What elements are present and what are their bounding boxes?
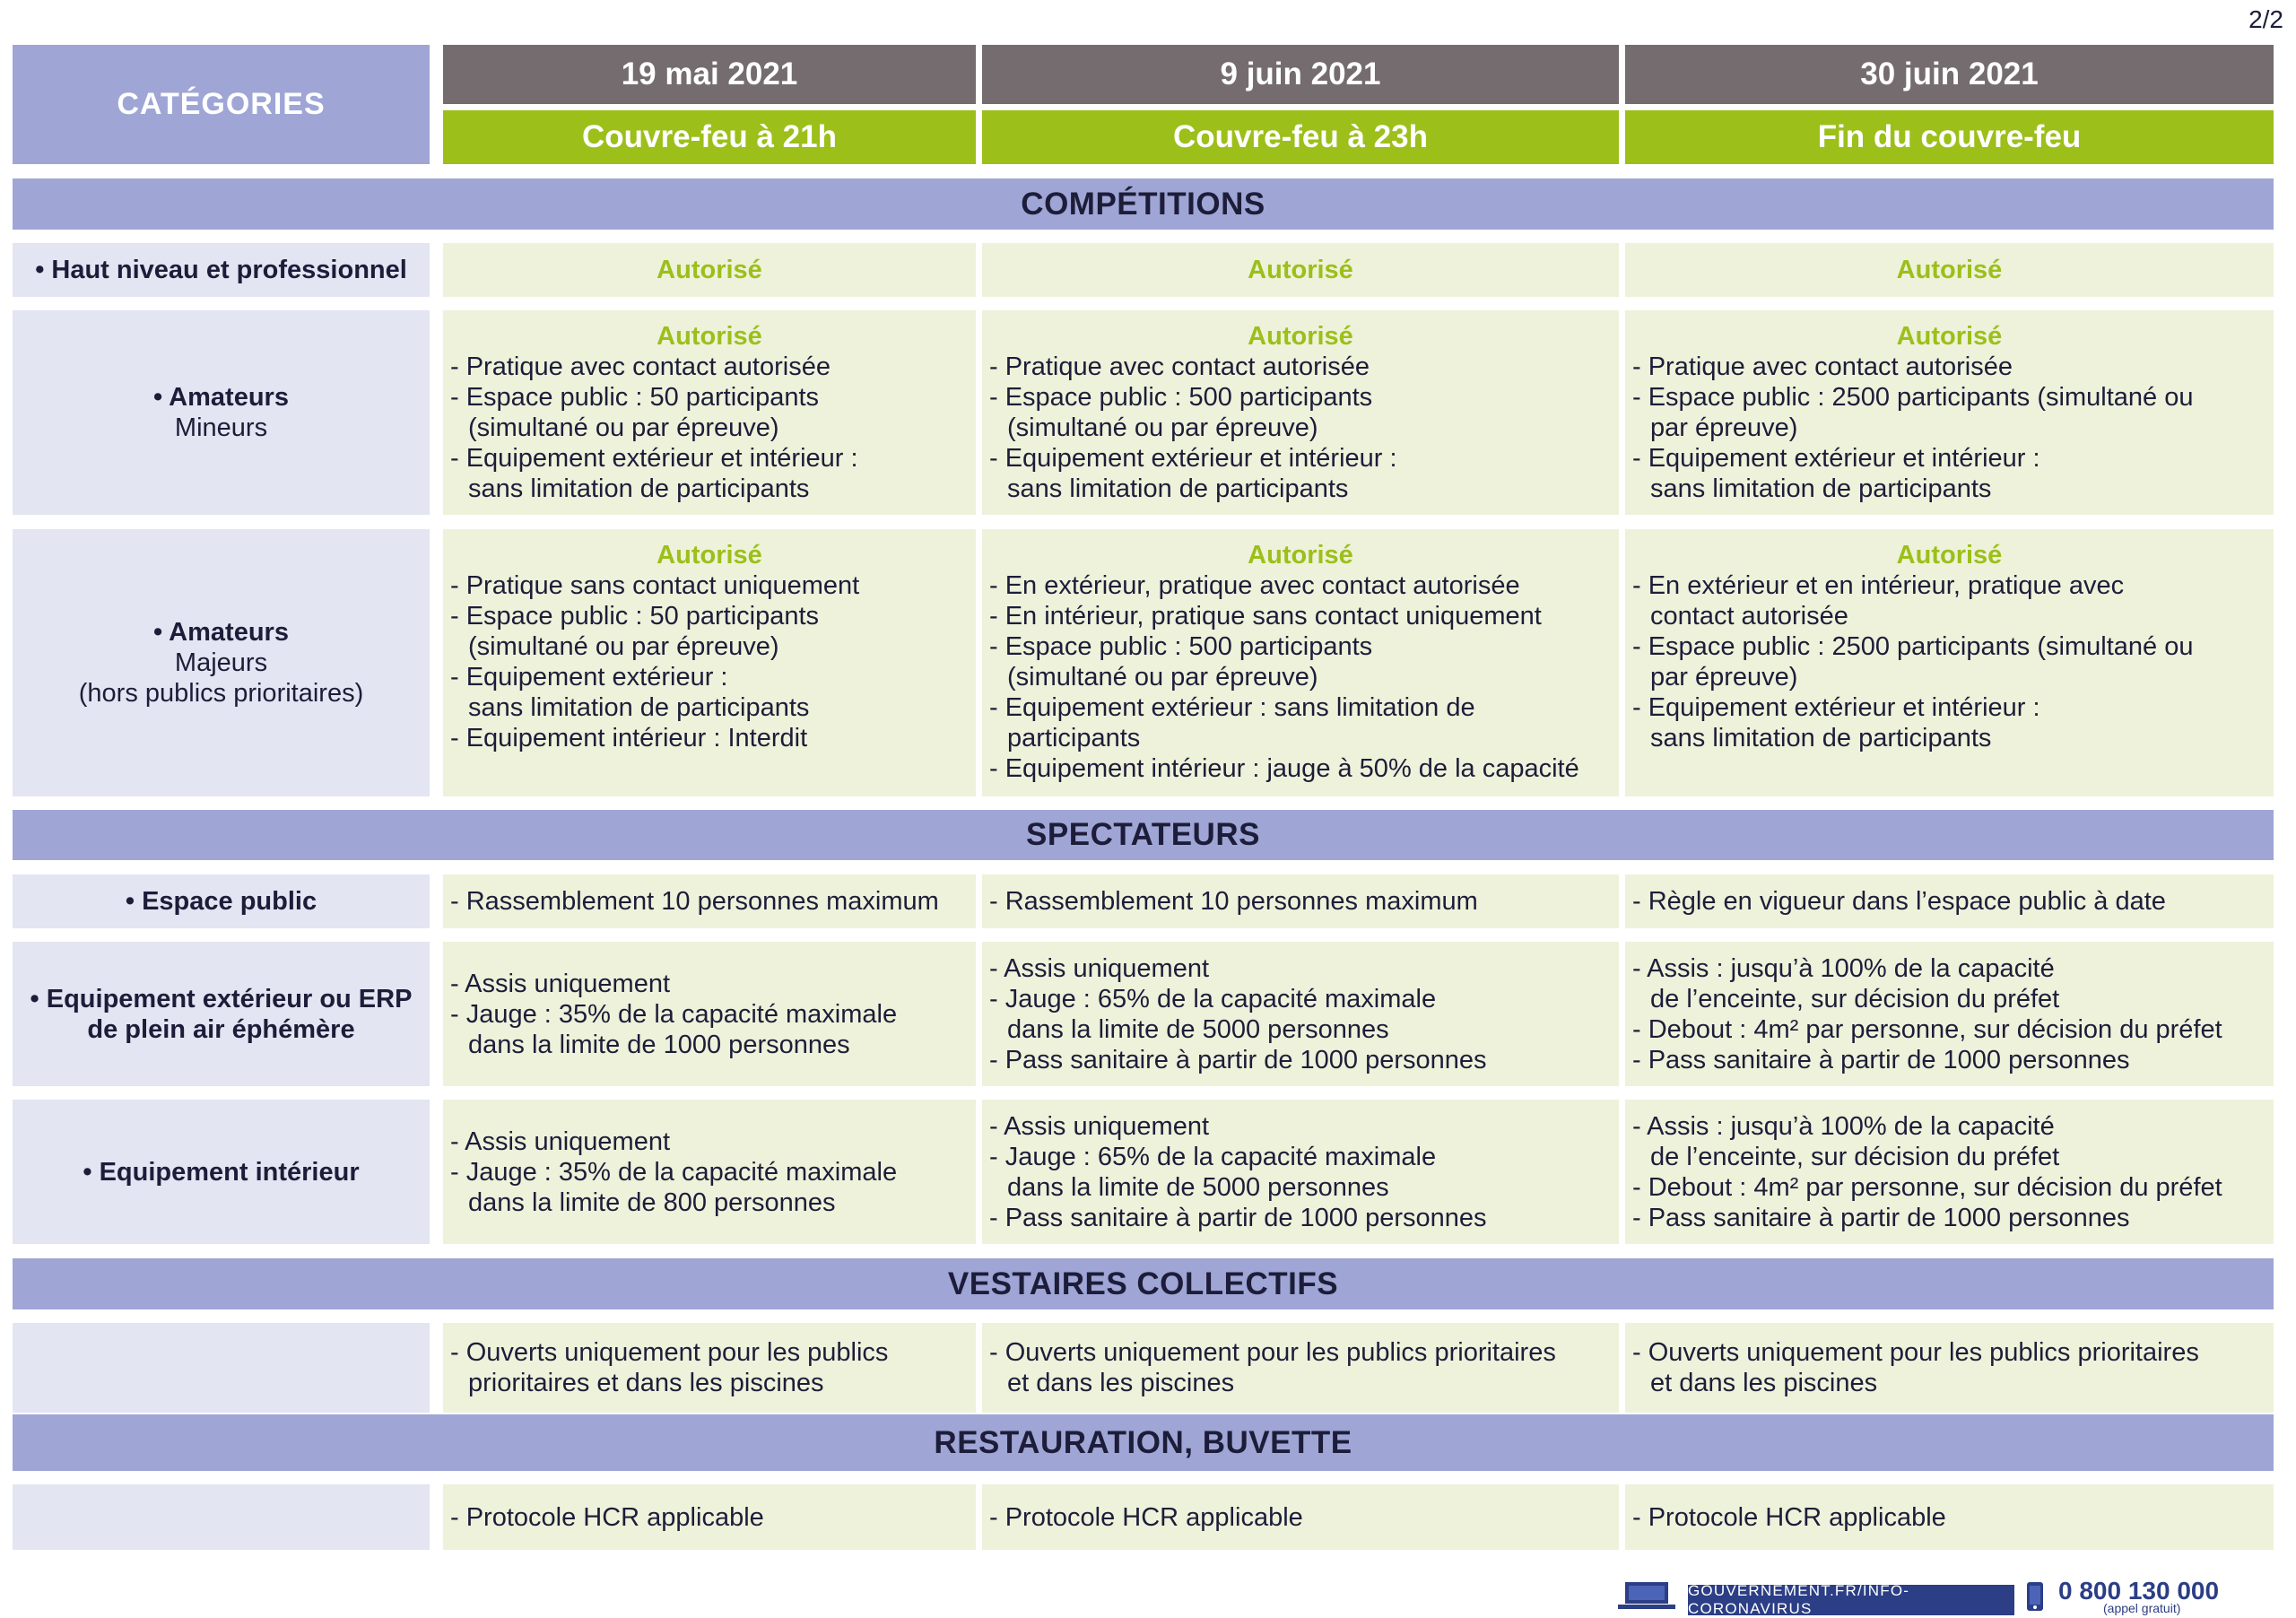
category-amateurs-majeurs [13,529,430,796]
cell-line: - Espace public : 50 participants [450,383,820,412]
category-equipement-interieur [13,1100,430,1244]
cell-line: - Equipement extérieur et intérieur : [989,444,1397,473]
cell-line: (simultané ou par épreuve) [468,632,779,661]
cell-line: - En extérieur et en intérieur, pratique avec [1632,571,2125,600]
cell-restauration-1 [443,1484,976,1550]
cell-line: - Rassemblement 10 personnes maximum [989,887,1478,916]
cell-line: - Pass sanitaire à partir de 1000 personnes [989,1203,1487,1232]
cell-line: sans limitation de participants [468,474,810,503]
cell-line: et dans les piscines [1007,1369,1235,1397]
cell-line: - Protocole HCR applicable [989,1502,1303,1532]
category-equipement-exterieur [13,942,430,1086]
category-vestiaires [13,1323,430,1413]
cell-haut-niveau-1 [443,243,976,297]
categories-header: CATÉGORIES [13,45,430,164]
section-restauration: RESTAURATION, BUVETTE [13,1414,2274,1471]
category-label: • Espace public [125,887,317,916]
cell-line: - Equipement extérieur : sans limitation de [989,693,1475,722]
laptop-icon [1616,1580,1679,1616]
cell-line: sans limitation de participants [1650,724,1992,752]
cell-espace-public-1 [443,874,976,928]
cell-equipement-exterieur-3 [1625,942,2274,1086]
cell-line: - Debout : 4m² par personne, sur décision du préfet [1632,1172,2222,1202]
cell-line: - Pratique avec contact autorisée [989,352,1370,381]
cell-line: - Equipement extérieur et intérieur : [1632,444,2040,473]
status-label: Autorisé [1248,322,1353,351]
curfew-header-3: Fin du couvre-feu [1625,110,2274,164]
cell-line: - Règle en vigueur dans l’espace public à date [1632,887,2166,916]
cell-line: contact autorisée [1650,602,1848,631]
cell-amateurs-mineurs-3 [1625,310,2274,515]
cell-line: - Assis uniquement [989,1111,1210,1141]
date-header-3: 30 juin 2021 [1625,45,2274,104]
cell-line: - Jauge : 35% de la capacité maximale [450,999,898,1029]
cell-line: - Pass sanitaire à partir de 1000 personnes [989,1045,1487,1074]
cell-line: - Assis uniquement [450,969,671,998]
cell-line: - Pratique sans contact uniquement [450,571,860,600]
cell-line: (simultané ou par épreuve) [1007,413,1318,442]
section-spectateurs: SPECTATEURS [13,810,2274,860]
cell-espace-public-2 [982,874,1619,928]
status-label: Autorisé [1248,256,1353,284]
page-number: 2/2 [2248,5,2283,33]
cell-line: - Pass sanitaire à partir de 1000 personnes [1632,1203,2130,1232]
cell-vestiaires-3 [1625,1323,2274,1413]
category-label: • Equipement intérieur [83,1157,360,1187]
cell-line: - Jauge : 35% de la capacité maximale [450,1157,898,1187]
category-label: • Haut niveau et professionnel [35,256,407,284]
category-title: • Amateurs [153,383,289,412]
cell-haut-niveau-2 [982,243,1619,297]
section-competitions: COMPÉTITIONS [13,178,2274,230]
category-subtitle: Majeurs [174,648,268,677]
cell-line: - Ouverts uniquement pour les publics prioritaires [1632,1338,2199,1367]
cell-line: - Assis : jusqu’à 100% de la capacité [1632,953,2055,983]
cell-line: de l’enceinte, sur décision du préfet [1650,1142,2060,1171]
section-vestiaires: VESTAIRES COLLECTIFS [13,1258,2274,1309]
cell-amateurs-mineurs-1 [443,310,976,515]
status-label: Autorisé [1896,322,2003,351]
cell-line: - Pass sanitaire à partir de 1000 personnes [1632,1045,2130,1074]
cell-line: - Jauge : 65% de la capacité maximale [989,984,1437,1013]
cell-vestiaires-1 [443,1323,976,1413]
cell-line: sans limitation de participants [1650,474,1992,503]
cell-haut-niveau-3 [1625,243,2274,297]
mobile-phone-icon [2025,1581,2048,1617]
cell-line: - En extérieur, pratique avec contact autorisée [989,571,1520,600]
cell-line: - Pratique avec contact autorisée [450,352,831,381]
cell-line: (simultané ou par épreuve) [1007,663,1318,692]
cell-line: - Pratique avec contact autorisée [1632,352,2013,381]
cell-line: - Ouverts uniquement pour les publics prioritaires [989,1338,1556,1367]
cell-amateurs-mineurs-2 [982,310,1619,515]
status-label: Autorisé [1896,256,2003,284]
category-restauration [13,1484,430,1550]
date-header-1: 19 mai 2021 [443,45,976,104]
cell-line: par épreuve) [1650,663,1798,692]
category-haut-niveau [13,243,430,297]
cell-line: - Equipement extérieur et intérieur : [1632,693,2040,722]
status-label: Autorisé [657,322,762,351]
category-subtitle: Mineurs [174,413,268,442]
cell-line: participants [1007,724,1141,752]
cell-amateurs-majeurs-2 [982,529,1619,796]
cell-line: sans limitation de participants [1007,474,1349,503]
cell-line: - Espace public : 2500 participants (simultané ou [1632,383,2194,412]
cell-line: - Espace public : 2500 participants (simultané ou [1632,632,2194,661]
cell-line: - Protocole HCR applicable [1632,1502,1946,1532]
phone-note: (appel gratuit) [2103,1601,2181,1615]
cell-line: - Equipement extérieur et intérieur : [450,444,858,473]
status-label: Autorisé [657,256,762,284]
cell-line: sans limitation de participants [468,693,810,722]
curfew-header-2: Couvre-feu à 23h [982,110,1619,164]
category-amateurs-mineurs [13,310,430,515]
cell-line: - Equipement intérieur : jauge à 50% de la capacité [989,754,1579,783]
phone-number[interactable]: 0 800 130 000 [2058,1577,2220,1605]
cell-restauration-3 [1625,1484,2274,1550]
category-espace-public [13,874,430,928]
cell-line: - Espace public : 500 participants [989,383,1373,412]
cell-line: - Debout : 4m² par personne, sur décision du préfet [1632,1014,2222,1044]
cell-line: - Ouverts uniquement pour les publics [450,1338,889,1367]
cell-equipement-interieur-1 [443,1100,976,1244]
cell-line: prioritaires et dans les piscines [468,1369,824,1397]
cell-line: - Assis uniquement [450,1127,671,1156]
cell-line: par épreuve) [1650,413,1798,442]
cell-line: et dans les piscines [1650,1369,1878,1397]
status-label: Autorisé [1896,541,2003,570]
cell-equipement-exterieur-2 [982,942,1619,1086]
cell-line: de l’enceinte, sur décision du préfet [1650,984,2060,1013]
cell-line: - Rassemblement 10 personnes maximum [450,887,939,916]
date-header-2: 9 juin 2021 [982,45,1619,104]
category-subtitle-2: (hors publics prioritaires) [78,679,364,708]
cell-line: - Espace public : 50 participants [450,602,820,631]
cell-vestiaires-2 [982,1323,1619,1413]
category-title: • Amateurs [153,618,289,647]
info-url-banner[interactable]: GOUVERNEMENT.FR/INFO-CORONAVIRUS [1688,1585,2014,1615]
cell-restauration-2 [982,1484,1619,1550]
status-label: Autorisé [1248,541,1353,570]
cell-line: - Equipement extérieur : [450,663,728,692]
cell-line: - En intérieur, pratique sans contact uniquement [989,602,1542,631]
category-line-1: • Equipement extérieur ou ERP [30,984,413,1013]
cell-amateurs-majeurs-1 [443,529,976,796]
cell-line: dans la limite de 1000 personnes [468,1030,850,1059]
cell-line: dans la limite de 5000 personnes [1007,1172,1389,1202]
cell-amateurs-majeurs-3 [1625,529,2274,796]
cell-line: - Equipement intérieur : Interdit [450,724,808,752]
curfew-header-1: Couvre-feu à 21h [443,110,976,164]
cell-equipement-interieur-3 [1625,1100,2274,1244]
cell-line: dans la limite de 800 personnes [468,1187,836,1217]
cell-line: - Assis : jusqu’à 100% de la capacité [1632,1111,2055,1141]
cell-equipement-interieur-2 [982,1100,1619,1244]
cell-line: - Protocole HCR applicable [450,1502,764,1532]
status-label: Autorisé [657,541,762,570]
cell-line: - Espace public : 500 participants [989,632,1373,661]
cell-equipement-exterieur-1 [443,942,976,1086]
category-line-2: de plein air éphémère [87,1014,355,1044]
cell-line: - Assis uniquement [989,953,1210,983]
cell-espace-public-3 [1625,874,2274,928]
cell-line: - Jauge : 65% de la capacité maximale [989,1142,1437,1171]
cell-line: dans la limite de 5000 personnes [1007,1014,1389,1044]
cell-line: (simultané ou par épreuve) [468,413,779,442]
